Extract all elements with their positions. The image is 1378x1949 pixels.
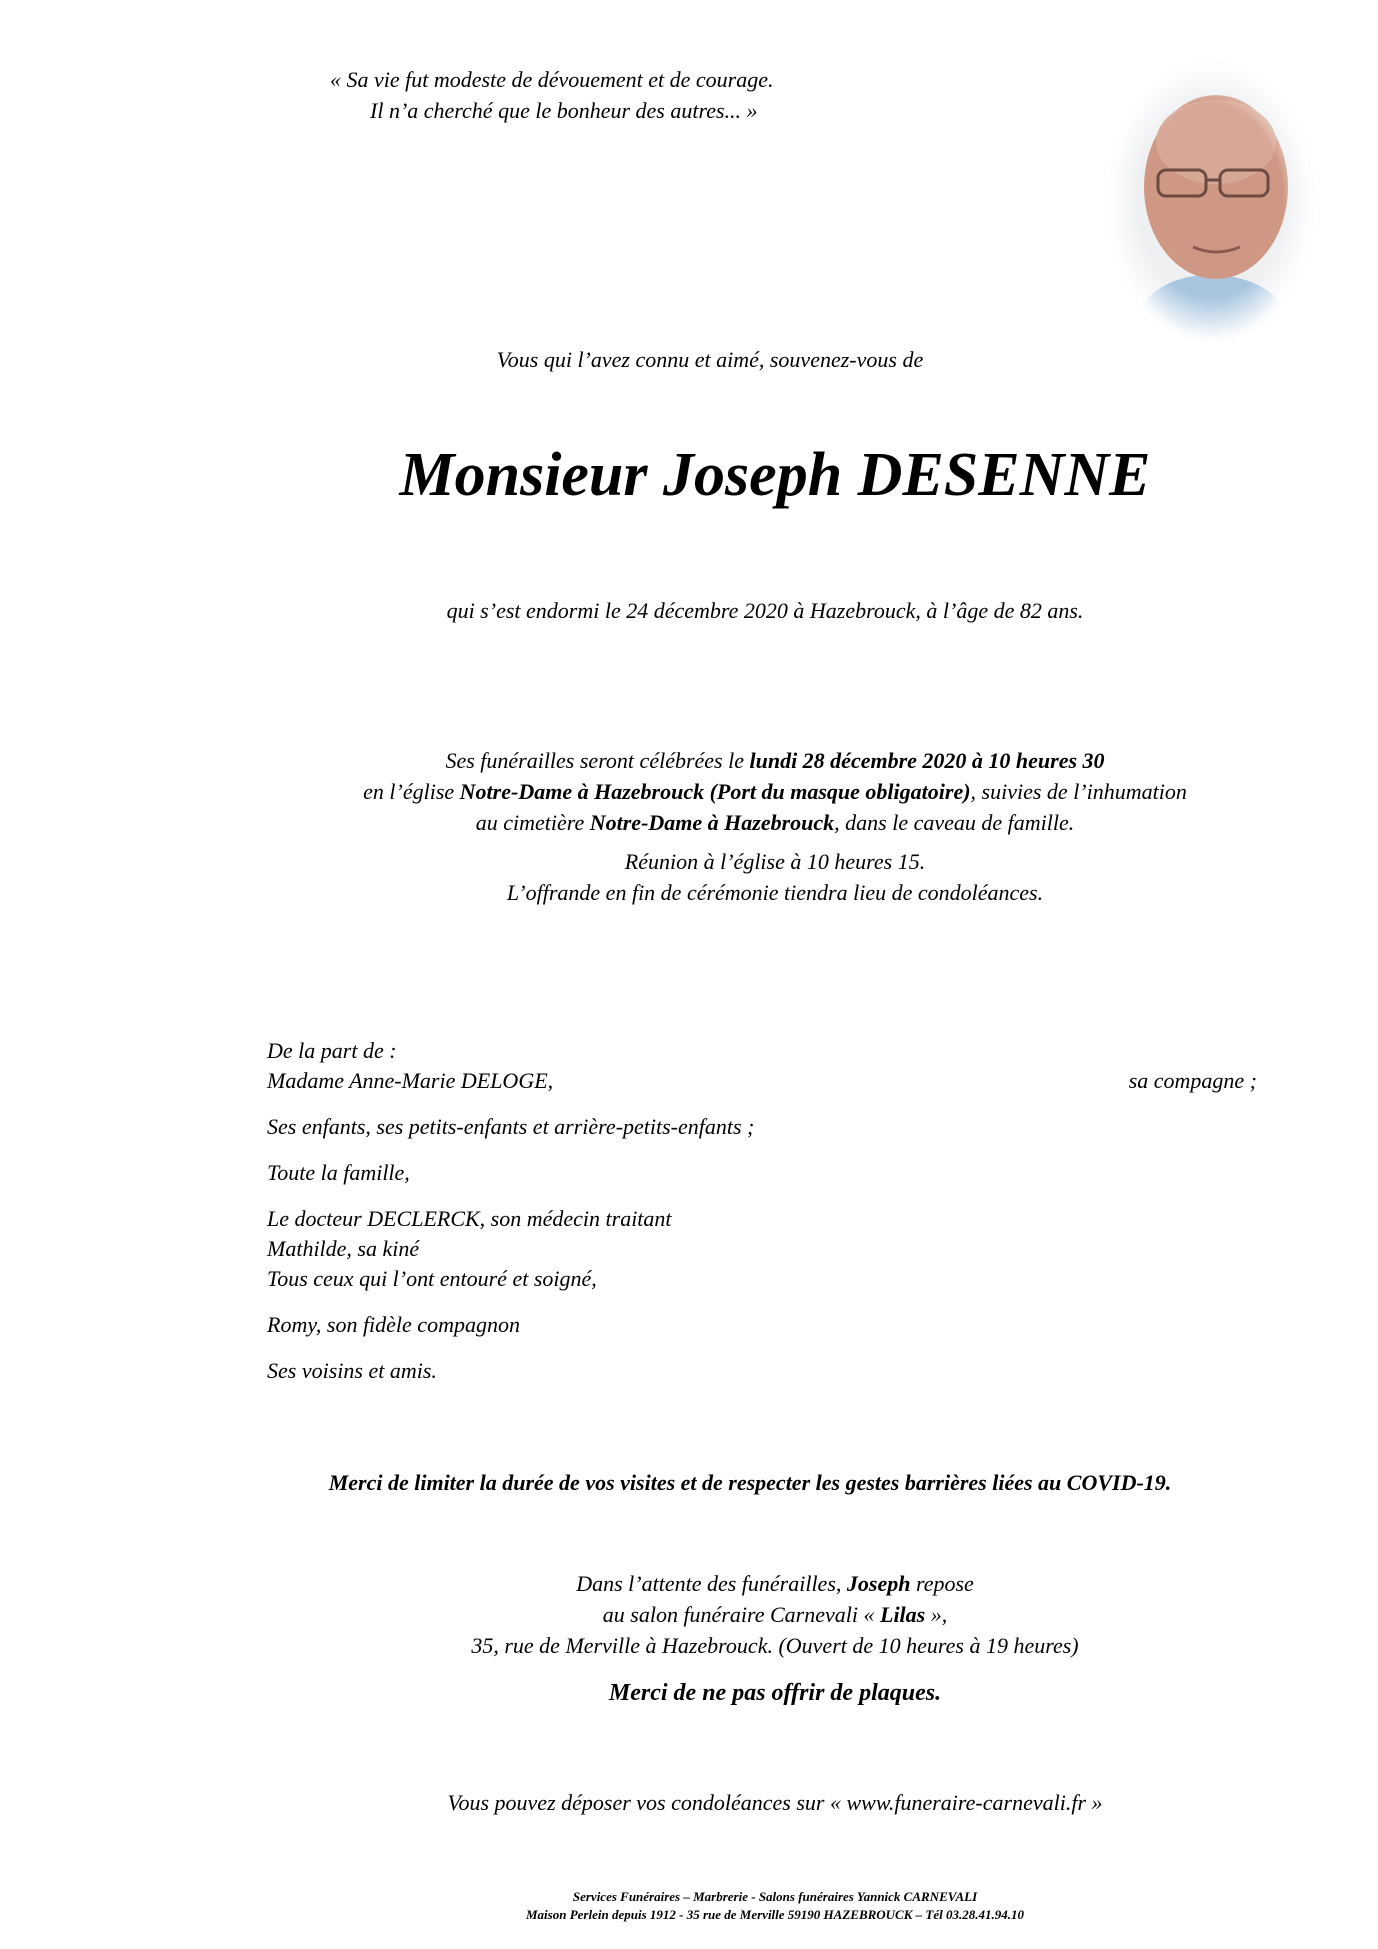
family-doctor: Le docteur DECLERCK, son médecin traitant <box>267 1206 672 1231</box>
first-name: Joseph <box>846 1571 911 1596</box>
cemetery-name: Notre-Dame à Hazebrouck <box>589 810 835 835</box>
funeral-line-3-end: , dans le caveau de famille. <box>834 810 1075 835</box>
rest-address: 35, rue de Merville à Hazebrouck. (Ouvert de 10 heures à 19 heures) <box>471 1633 1079 1658</box>
rest-line-2-end: », <box>925 1602 948 1627</box>
rest-line-1-text: Dans l’attente des funérailles, <box>576 1571 847 1596</box>
partner-role: sa compagne ; <box>1128 1068 1257 1093</box>
portrait-illustration <box>1108 62 1314 340</box>
rest-line-1 <box>200 1568 1350 1599</box>
no-plaques-notice: Merci de ne pas offrir de plaques. <box>608 1680 942 1706</box>
deceased-name: Monsieur Joseph DESENNE <box>399 441 1151 509</box>
quote-line-1: « Sa vie fut modeste de dévouement et de courage. <box>330 67 774 92</box>
partner-row <box>267 1066 1257 1096</box>
rest-line-2-text: au salon funéraire Carnevali « <box>602 1602 880 1627</box>
family-physio: Mathilde, sa kiné <box>267 1236 420 1261</box>
family-companion: Romy, son fidèle compagnon <box>267 1312 520 1337</box>
resting-place <box>200 1568 1350 1661</box>
family-children: Ses enfants, ses petits-enfants et arrière-petits-enfants ; <box>267 1114 755 1139</box>
epigraph-quote <box>330 64 774 126</box>
rest-line-2 <box>200 1599 1350 1630</box>
intro-line: Vous qui l’avez connu et aimé, souvenez-vous de <box>496 347 924 372</box>
funeral-line-1-text: Ses funérailles seront célébrées le <box>445 748 750 773</box>
family-header: De la part de : <box>267 1038 397 1063</box>
family-list <box>267 1036 1257 1386</box>
footer <box>200 1888 1350 1924</box>
rest-line-1-end: repose <box>910 1571 974 1596</box>
funeral-line-3 <box>200 807 1350 838</box>
church-name: Notre-Dame à Hazebrouck (Port du masque obligatoire) <box>459 779 971 804</box>
condolences-link: Vous pouvez déposer vos condoléances sur « www.funeraire-carnevali.fr » <box>447 1790 1103 1815</box>
salon-name: Lilas <box>880 1602 926 1627</box>
gathering-time: Réunion à l’église à 10 heures 15. <box>624 849 926 874</box>
funeral-line-2-text: en l’église <box>363 779 460 804</box>
funeral-details <box>200 745 1350 908</box>
funeral-line-3-text: au cimetière <box>475 810 590 835</box>
covid-notice: Merci de limiter la durée de vos visites et de respecter les gestes barrières liées au COVID-19. <box>328 1470 1172 1495</box>
portrait-photo <box>1108 62 1314 340</box>
funeral-date: lundi 28 décembre 2020 à 10 heures 30 <box>749 748 1105 773</box>
footer-line-1: Services Funéraires – Marbrerie - Salons funéraires Yannick CARNEVALI <box>572 1889 978 1904</box>
funeral-line-2-end: , suivies de l’inhumation <box>970 779 1187 804</box>
offering-note: L’offrande en fin de cérémonie tiendra lieu de condoléances. <box>506 880 1044 905</box>
footer-line-2: Maison Perlein depuis 1912 - 35 rue de Merville 59190 HAZEBROUCK – Tél 03.28.41.94.10 <box>526 1907 1024 1922</box>
family-carers: Tous ceux qui l’ont entouré et soigné, <box>267 1266 597 1291</box>
funeral-line-2 <box>200 776 1350 807</box>
family-neighbours: Ses voisins et amis. <box>267 1358 437 1383</box>
family-all: Toute la famille, <box>267 1160 410 1185</box>
partner-name: Madame Anne-Marie DELOGE, <box>267 1068 554 1093</box>
passing-notice: qui s’est endormi le 24 décembre 2020 à Hazebrouck, à l’âge de 82 ans. <box>446 598 1084 623</box>
quote-line-2: Il n’a cherché que le bonheur des autres... » <box>370 98 758 123</box>
funeral-line-1 <box>200 745 1350 776</box>
